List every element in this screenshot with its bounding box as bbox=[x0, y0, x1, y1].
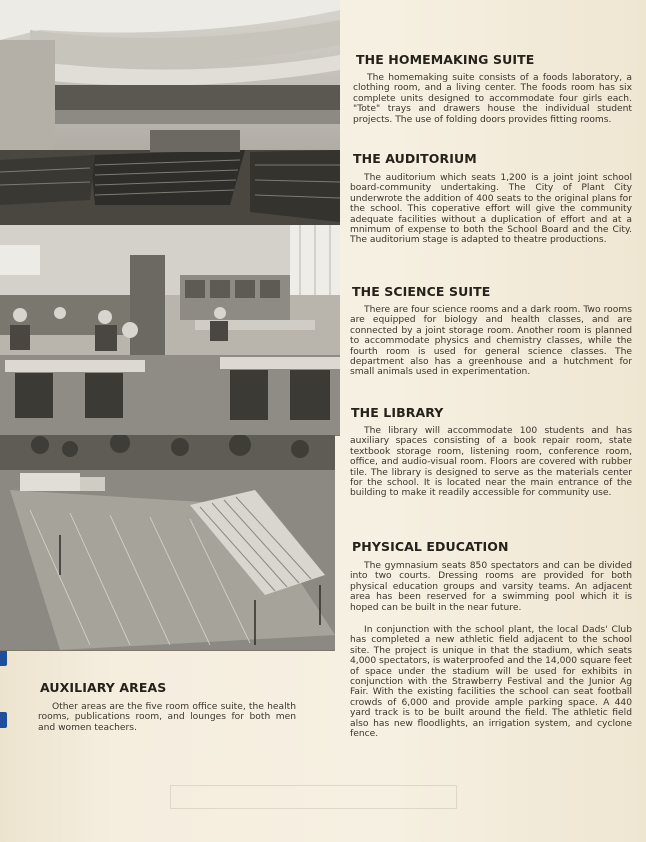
physical-education-body-2: In conjunction with the school plant, the local Dads' Club has completed a new athletic field adjacent to the school site. The project is unique in that the stadium, which seats 4,000 spectators, is waterproofed and the 14,000 square feet of space under the stadium will be used for exhibits in conjunction with the Strawberry Festival and the Junior Ag Fair. With the existing facilities the school can seat football crowds of 6,000 and provide ample parking space. A 440 yard track is to be built around the field. The athletic field also has new floodlights, an irrigation system, and cyclone fence. bbox=[350, 625, 632, 740]
homemaking-body: The homemaking suite consists of a foods laboratory, a clothing room, and a living center. The foods room has six complete units designed to accommodate four girls each. "Tote" trays and drawers house the individual student projects. The use of folding doors provides fitting rooms. bbox=[353, 73, 632, 125]
homemaking-heading: THE HOMEMAKING SUITE bbox=[356, 52, 535, 67]
auditorium-heading: THE AUDITORIUM bbox=[353, 151, 477, 166]
auxiliary-body: Other areas are the five room office suite, the health rooms, publications room, and lounges for both men and women teachers. bbox=[38, 702, 296, 733]
science-body: There are four science rooms and a dark room. Two rooms are equipped for biology and health classes, and are connected by a joint storage room. Another room is planned to accommodate physics and chemistry classes, while the fourth room is used for general science classes. The department also has a greenhouse and a hutchment for small animals used in experimentation. bbox=[350, 305, 632, 378]
library-photo bbox=[0, 225, 340, 436]
stadium-aerial-photo bbox=[0, 435, 335, 651]
physical-education-body-1: The gymnasium seats 850 spectators and can be divided into two courts. Dressing rooms are provided for both physical education groups and varsity teams. An adjacent area has been reserved for a swimming pool which it is hoped can be built in the near future. bbox=[350, 561, 632, 613]
science-heading: THE SCIENCE SUITE bbox=[352, 284, 491, 299]
auxiliary-heading: AUXILIARY AREAS bbox=[40, 680, 167, 695]
library-body: The library will accommodate 100 students and has auxiliary spaces consisting of a book repair room, state textbook storage room, listening room, conference room, office, and audio-visual room. Floors are covered with rubber tile. The library is designed to serve as the materials center for the school. It is located near the main entrance of the building to make it readily accessible for community use. bbox=[350, 426, 632, 499]
auditorium-body: The auditorium which seats 1,200 is a joint joint school board-community undertaking. The City of Plant City underwrote the addition of 400 seats to the original plans for the school. This coperative effort will give the community adequate facilities without a duplication of effort and at a mnimum of expense to both the School Board and the City. The auditorium stage is adapted to theatre productions. bbox=[350, 173, 632, 246]
library-heading: THE LIBRARY bbox=[351, 405, 444, 420]
faint-stamp bbox=[170, 785, 457, 809]
auditorium-photo bbox=[0, 0, 340, 226]
physical-education-heading: PHYSICAL EDUCATION bbox=[352, 539, 509, 554]
